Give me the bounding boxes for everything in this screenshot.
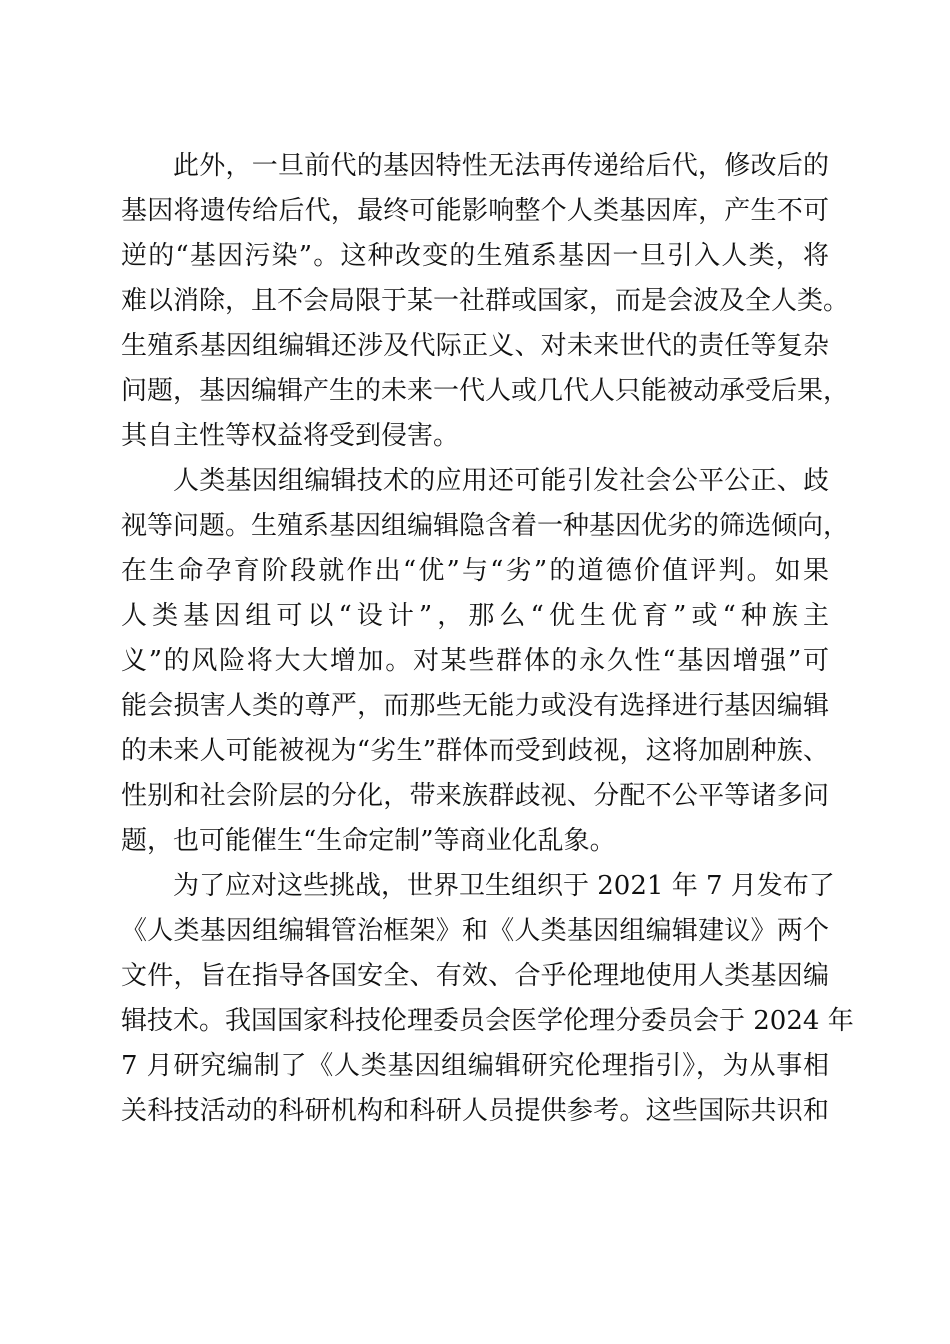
text-line: 能会损害人类的尊严，而那些无能力或没有选择进行基因编辑 xyxy=(121,691,829,721)
text-line: 人类基因组编辑技术的应用还可能引发社会公平公正、歧 xyxy=(173,466,829,496)
text-line: 其自主性等权益将受到侵害。 xyxy=(121,421,460,451)
text-line: 为了应对这些挑战，世界卫生组织于 2021 年 7 月发布了 xyxy=(173,871,835,901)
paragraph-2 xyxy=(121,459,850,864)
text-line: 辑技术。我国国家科技伦理委员会医学伦理分委员会于 2024 年 xyxy=(121,1006,854,1036)
text-line: 难以消除，且不会局限于某一社群或国家，而是会波及全人类。 xyxy=(121,286,850,316)
paragraph-1 xyxy=(121,144,850,459)
text-line: 视等问题。生殖系基因组编辑隐含着一种基因优劣的筛选倾向， xyxy=(121,511,850,541)
text-line: 义”的风险将大大增加。对某些群体的永久性“基因增强”可 xyxy=(121,646,829,676)
text-line: 性别和社会阶层的分化，带来族群歧视、分配不公平等诸多问 xyxy=(121,781,829,811)
text-line: 此外，一旦前代的基因特性无法再传递给后代，修改后的 xyxy=(173,151,829,181)
text-line: 文件，旨在指导各国安全、有效、合乎伦理地使用人类基因编 xyxy=(121,961,829,991)
paragraph-3 xyxy=(121,864,854,1134)
text-line: 题，也可能催生“生命定制”等商业化乱象。 xyxy=(121,826,616,856)
document-body xyxy=(121,144,854,1134)
text-line: 的未来人可能被视为“劣生”群体而受到歧视，这将加剧种族、 xyxy=(121,736,829,766)
text-line: 人类基因组可以“设计”，那么“优生优育”或“种族主 xyxy=(121,601,829,631)
text-line: 在生命孕育阶段就作出“优”与“劣”的道德价值评判。如果 xyxy=(121,556,829,586)
text-line: 逆的“基因污染”。这种改变的生殖系基因一旦引入人类，将 xyxy=(121,241,829,271)
text-line: 关科技活动的科研机构和科研人员提供参考。这些国际共识和 xyxy=(121,1096,829,1126)
text-line: 《人类基因组编辑管治框架》和《人类基因组编辑建议》两个 xyxy=(121,916,829,946)
text-line: 生殖系基因组编辑还涉及代际正义、对未来世代的责任等复杂 xyxy=(121,331,829,361)
text-line: 基因将遗传给后代，最终可能影响整个人类基因库，产生不可 xyxy=(121,196,829,226)
text-line: 问题，基因编辑产生的未来一代人或几代人只能被动承受后果， xyxy=(121,376,850,406)
text-line: 7 月研究编制了《人类基因组编辑研究伦理指引》，为从事相 xyxy=(121,1051,829,1081)
